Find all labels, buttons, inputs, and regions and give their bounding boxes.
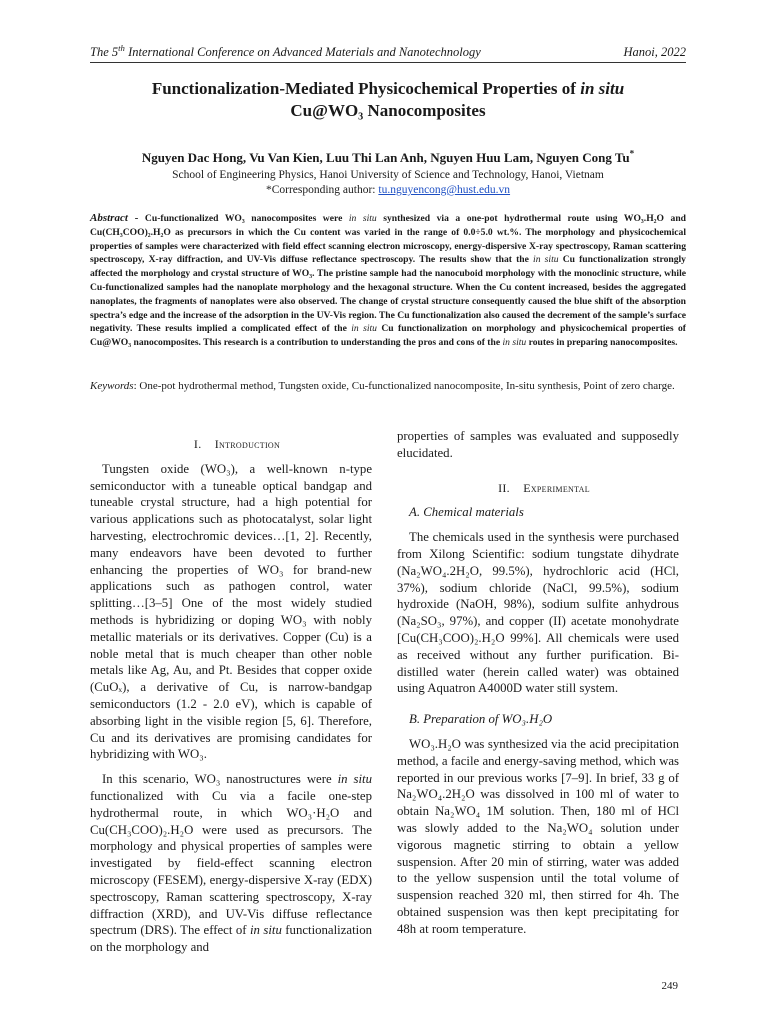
email-link[interactable]: tu.nguyencong@hust.edu.vn xyxy=(378,184,511,196)
page-number: 249 xyxy=(661,980,678,992)
abstract-label: Abstract - xyxy=(90,212,139,224)
running-header xyxy=(90,42,686,60)
subsection-preparation: B. Preparation of WO₃.H₂O xyxy=(409,712,553,727)
author-list: Nguyen Dac Hong, Vu Van Kien, Luu Thi Lan Anh, Nguyen Huu Lam, Nguyen Cong Tu* xyxy=(141,148,635,165)
conference-location: Hanoi, 2022 xyxy=(623,45,686,59)
preparation-paragraph: WO₃.H₂O was synthesized via the acid precipitation method, a facile and energy-saving method, which was reported in our previous works [7–9]. In brief, 33 g of Na₂WO₄.2H₂O was dissolved in 100 ml of water to obtain Na₂WO₄ 1M solution. Then, 180 ml of HCl was slowly added to the Na₂WO₄ solution under vigorous magnetic stirring to obtain a yellow suspension. After 20 min of stirring, water was added to the yellow suspension until the total volume of suspension reached 320 ml, then stirred for 4h. The obtained suspension was then kept precipitating for 48h at room temperature. xyxy=(397,736,679,936)
keywords: Keywords: One-pot hydrothermal method, Tungsten oxide, Cu-functionalized nanocomposite, In-situ synthesis, Point of zero charge. xyxy=(90,380,675,392)
corresponding-author: *Corresponding author: tu.nguyencong@hust.edu.vn xyxy=(265,184,511,196)
conference-name: The 5th International Conference on Advanced Materials and Nanotechnology xyxy=(90,42,481,59)
chemical-materials-paragraph: The chemicals used in the synthesis were purchased from Xilong Scientific: sodium tungstate dihydrate (Na₂WO₄.2H₂O, 99.5%), hydrochloric acid (HCl, 37%), sodium chloride (NaCl, 99.5%), sodium hydroxide (NaOH, 98%), sodium sulfite anhydrous (Na₂SO₃, 97%), and copper (II) acetate monohydrate [Cu(CH₃COO)₂.H₂O 99%]. All chemicals were used as received without any further purification. Bi-distilled water (herein called water) was obtained using Aquatron A4000D water still system. xyxy=(397,530,679,696)
subsection-chemical-materials: A. Chemical materials xyxy=(409,505,524,520)
intro-paragraph-2-continued: properties of samples was evaluated and supposedly elucidated. xyxy=(397,429,679,460)
abstract: Abstract - Cu-functionalized WO₃ nanocomposites were in situ synthesized via a one-pot hydrothermal route using WO₃.H₂O and Cu(CH₃COO)₂.H₂O as precursors in which the Cu content was varied in the range of 0.0÷5.0 wt.%. The morphology and physicochemical properties of samples were characterized with field effect scanning electron microscopy, energy-dispersive X-ray spectroscopy, Raman scattering spectroscopy, X-ray diffraction, and UV-Vis diffuse reflectance spectroscopy. The results show that the in situ Cu functionalization strongly affected the morphology and crystal structure of WO₃. The pristine sample had the nanocuboid morphology with the monoclinic structure, while Cu-functionalized samples had the nanoplate morphology and the hexagonal structure. When the Cu content increased, besides the aggregated nanoplates, the fragments of nanoplates were also observed. The change of crystal structure consequently caused the blue shift of the absorption spectra’s edge and the increase of the adsorption in the UV-Vis region. The Cu functionalization also caused the decrement of the sample’s surface negativity. These results implied a complicated effect of the in situ Cu functionalization on morphology and physicochemical properties of Cu@WO₃ nanocomposites. This research is a contribution to understanding the pros and cons of the in situ routes in preparing nanocomposites. xyxy=(90,212,686,349)
right-column xyxy=(397,428,679,938)
intro-paragraph-1: Tungsten oxide (WO₃), a well-known n-type semiconductor with a tuneable optical bandgap and tuneable crystal structure, had a high potential for various applications such as photocatalyst, solar light harvesting, electrochromic devices…[1, 2]. Recently, many endeavors have been devoted to further enhancing the properties of WO₃ for brand-new applications such as pathogen control, water splitting…[3–5] One of the most widely studied methods is hybridizing or doping WO₃ with nobly metallic materials or its derivatives. Copper (Cu) is a noble metal that is much cheaper than other noble metals like Ag, Au, and Pt. Besides that copper oxide (CuOₓ), a derivative of Cu, is narrow-bandgap semiconductors (1.2 - 2.0 eV), which is capable of absorbing light in the visible region [5, 6]. Therefore, Cu and its derivatives are promising candidates for hybridizing with WO₃. xyxy=(90,461,372,762)
affiliation: School of Engineering Physics, Hanoi University of Science and Technology, Hanoi, Vietnam *Corresponding author: tu.nguyencong@hust.edu.vn xyxy=(90,168,686,198)
header-rule xyxy=(90,62,686,63)
paper-title: Functionalization-Mediated Physicochemical Properties of in situ Cu@WO₃ Nanocomposites xyxy=(151,79,625,120)
section-heading-experimental: II. Experimental xyxy=(498,480,590,495)
section-heading-introduction: I. Introduction xyxy=(193,437,281,451)
left-column xyxy=(90,436,372,956)
intro-paragraph-2: In this scenario, WO₃ nanostructures were in situ functionalized with Cu via a facile one-step hydrothermal route, in which WO₃·H₂O and Cu(CH₃COO)₂.H₂O were used as precursors. The morphology and physical properties of samples were investigated by field-effect scanning electron microscopy (FESEM), energy-dispersive X-ray (EDX) spectroscopy, Raman scattering spectroscopy, X-ray diffraction (XRD), and UV-Vis diffuse reflectance spectrum (DRS). The effect of in situ functionalization on the morphology and xyxy=(90,772,372,955)
